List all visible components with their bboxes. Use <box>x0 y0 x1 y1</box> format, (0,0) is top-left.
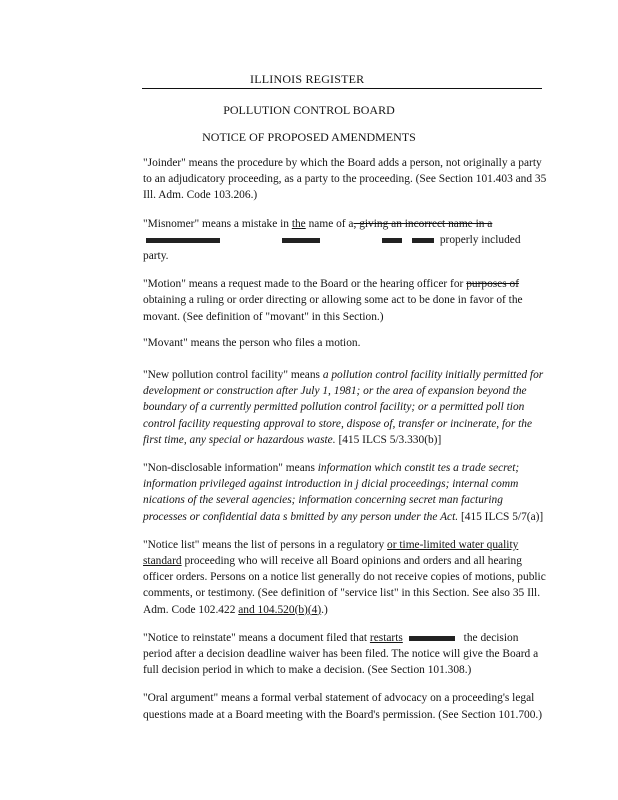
reinstate-text: "Notice to reinstate" means a document filed that <box>143 631 370 644</box>
reinstate-text-2: the decision period after a decision deadline waiver has been filed. The notice will give the Board a full decision period in which to make a decision. (See Section 101.308.) <box>143 631 539 677</box>
reinstate-inserted-text: restarts <box>369 631 403 644</box>
notice-list-definition <box>143 537 547 618</box>
redaction-mark <box>409 636 455 641</box>
misnomer-definition <box>143 216 547 265</box>
notice-list-text: "Notice list" means the list of persons in a regulatory <box>143 538 388 551</box>
oral-argument-definition: "Oral argument" means a formal verbal statement of advocacy on a proceeding's legal questions made at a Board meeting with the Board's permission. (See Section 101.700.) <box>143 692 543 721</box>
motion-definition <box>143 276 547 325</box>
redaction-mark <box>412 238 434 243</box>
new-pollution-text: "New pollution control facility" means <box>143 369 323 382</box>
redaction-mark <box>282 238 320 243</box>
notice-list-inserted-citation: and 104.520(b)(4) <box>238 603 322 616</box>
motion-text-2: obtaining a ruling or order directing or allowing some act to be done in favor of the movant. (See definition of "movant" in this Section.) <box>143 294 523 323</box>
redaction-mark <box>382 238 402 243</box>
non-disclosable-statute-text: information which constit tes a trade secret; information privileged against introduction in j dicial proceedings; internal comm nications of the several agencies; information concerning secret man facturing processes or confidential data s bmitted by any person under the Act. <box>143 462 520 523</box>
non-disclosable-citation: [415 ILCS 5/7(a)] <box>458 510 544 523</box>
motion-struck-text: purposes of <box>466 278 520 291</box>
misnomer-text-3: properly included party. <box>143 233 521 263</box>
movant-definition: "Movant" means the person who files a motion. <box>143 336 361 349</box>
new-pollution-citation: [415 ILCS 5/3.330(b)] <box>335 433 442 446</box>
register-title: ILLINOIS REGISTER <box>250 72 365 86</box>
non-disclosable-text: "Non-disclosable information" means <box>143 462 318 475</box>
joinder-definition: "Joinder" means the procedure by which the Board adds a person, not originally a party to an adjudicatory proceeding, as a party to the proceeding. (See Section 101.403 and 35 Ill. Adm. Code 103.206.) <box>143 157 547 202</box>
notice-heading: NOTICE OF PROPOSED AMENDMENTS <box>202 130 416 144</box>
non-disclosable-definition <box>143 460 547 525</box>
notice-list-text-3: .) <box>321 603 328 616</box>
notice-list-text-2: proceeding who will receive all Board opinions and orders and all hearing officer orders. Persons on a notice list generally do not receive copies of motions, public comments, or testimony. (See definition of "service list" in this Section. See also 35 Ill. Adm. Code 102.422 <box>143 555 546 616</box>
misnomer-text: "Misnomer" means a mistake in <box>143 217 292 230</box>
document-body <box>143 155 547 735</box>
reinstate-definition <box>143 630 547 679</box>
redaction-mark <box>146 238 220 243</box>
new-pollution-statute-text: a pollution control facility initially permitted for development or construction after July 1, 1981; or the area of expansion beyond the boundary of a currently permitted pollution control facility; or a permitted poll tion control facility requesting approval to store, dispose of, transfer or incinerate, for the first time, any special or hazardous waste. <box>143 369 544 446</box>
notice-list-inserted-text: or time-limited water quality standard <box>143 538 519 568</box>
header-rule <box>142 88 542 89</box>
new-pollution-definition <box>143 367 547 448</box>
misnomer-struck-text: , giving an incorrect name in a <box>353 217 493 230</box>
board-heading: POLLUTION CONTROL BOARD <box>223 103 395 117</box>
misnomer-inserted-text: the <box>291 217 306 230</box>
motion-text: "Motion" means a request made to the Board or the hearing officer for <box>143 278 467 291</box>
misnomer-text-2: name of a <box>305 217 354 230</box>
